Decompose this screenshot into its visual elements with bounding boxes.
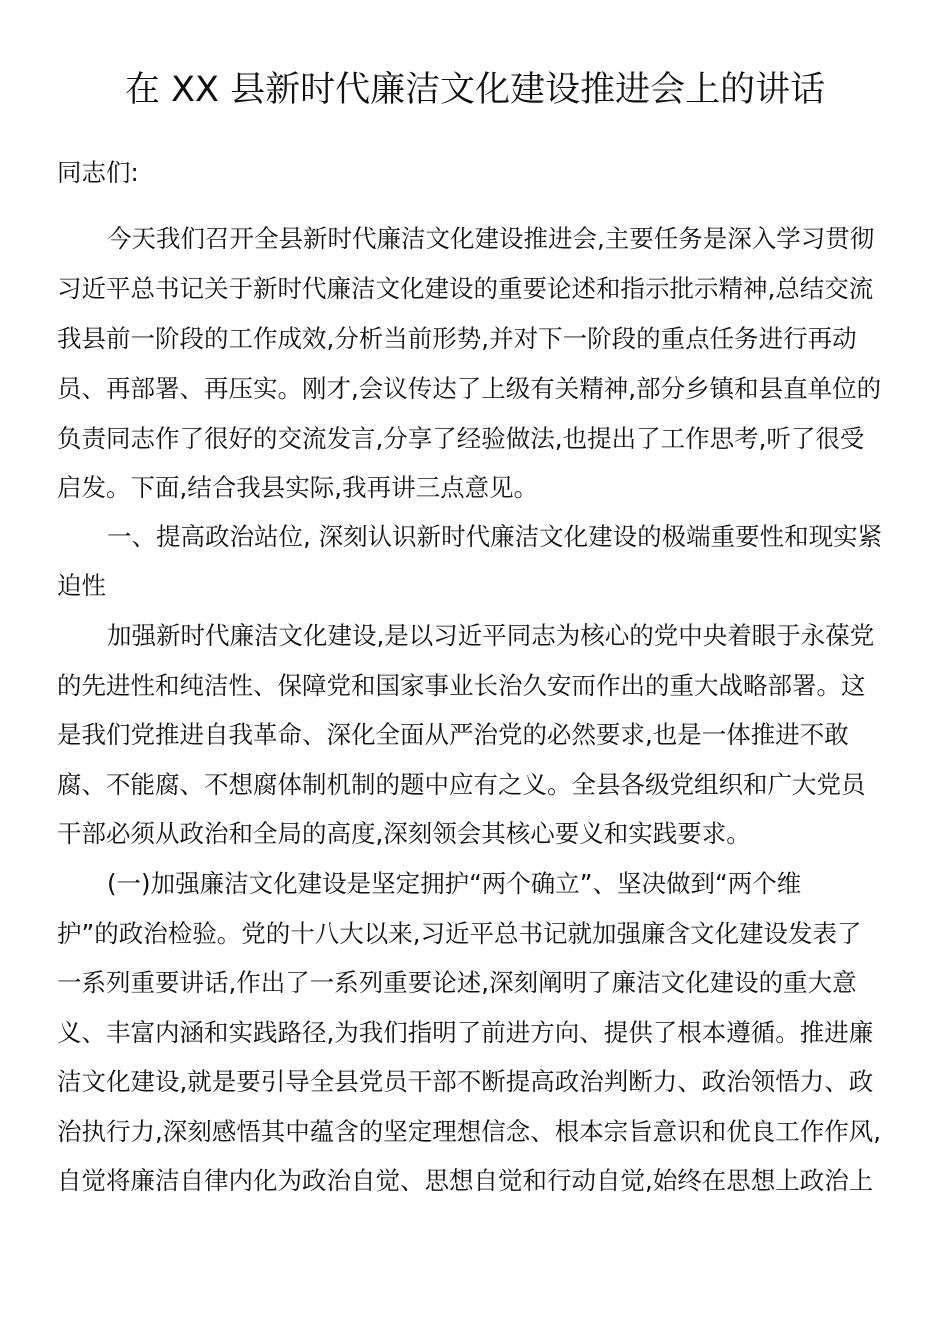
- paragraph-line: 护”的政治检验。党的十八大以来,习近平总书记就加强廉含文化建设发表了: [57, 919, 862, 948]
- section-heading-line: 迫性: [57, 571, 106, 600]
- paragraph-line: 自觉将廉洁自律内化为政治自觉、思想自觉和行动自觉,始终在思想上政治上: [57, 1166, 874, 1195]
- paragraph-line: 的先进性和纯洁性、保障党和国家事业长治久安而作出的重大战略部署。这: [57, 671, 866, 700]
- greeting: 同志们:: [57, 158, 139, 187]
- paragraph-line: 启发。下面,结合我县实际,我再讲三点意见。: [57, 473, 539, 502]
- paragraph-line: 员、再部署、再压实。刚才,会议传达了上级有关精神,部分乡镇和县直单位的: [57, 374, 882, 403]
- paragraph-line: 一系列重要讲话,作出了一系列重要论述,深刻阐明了廉洁文化建设的重大意: [57, 968, 857, 997]
- page-title: 在 XX 县新时代廉洁文化建设推进会上的讲话: [124, 70, 826, 110]
- paragraph-line: 我县前一阶段的工作成效,分析当前形势,并对下一阶段的重点任务进行再动: [57, 324, 857, 353]
- paragraph-line: 干部必须从政治和全局的高度,深刻领会其核心要义和实践要求。: [57, 819, 751, 848]
- paragraph-line: 治执行力,深刻感悟其中蕴含的坚定理想信念、根本宗旨意识和优良工作作风,: [57, 1117, 882, 1146]
- paragraph-line: 负责同志作了很好的交流发言,分享了经验做法,也提出了工作思考,听了很受: [57, 424, 865, 453]
- paragraph-line: 加强新时代廉洁文化建设,是以习近平同志为核心的党中央着眼于永葆党: [107, 621, 875, 650]
- paragraph-line: 洁文化建设,就是要引导全县党员干部不断提高政治判断力、政治领悟力、政: [57, 1067, 874, 1096]
- paragraph-line: 义、丰富内涵和实践路径,为我们指明了前进方向、提供了根本遵循。推进廉: [57, 1018, 874, 1047]
- section-heading-line: 一、提高政治站位, 深刻认识新时代廉洁文化建设的极端重要性和现实紧: [107, 522, 883, 551]
- paragraph-line: 是我们党推进自我革命、深化全面从严治党的必然要求,也是一体推进不敢: [57, 720, 849, 749]
- paragraph-line: 习近平总书记关于新时代廉洁文化建设的重要论述和指示批示精神,总结交流: [57, 274, 874, 303]
- paragraph-line: 腐、不能腐、不想腐体制机制的题中应有之义。全县各级党组织和广大党员: [57, 770, 866, 799]
- paragraph-line: 今天我们召开全县新时代廉洁文化建设推进会,主要任务是深入学习贯彻: [107, 224, 875, 253]
- subheading-line: (一)加强廉洁文化建设是坚定拥护“两个确立”、坚决做到“两个维: [107, 869, 802, 898]
